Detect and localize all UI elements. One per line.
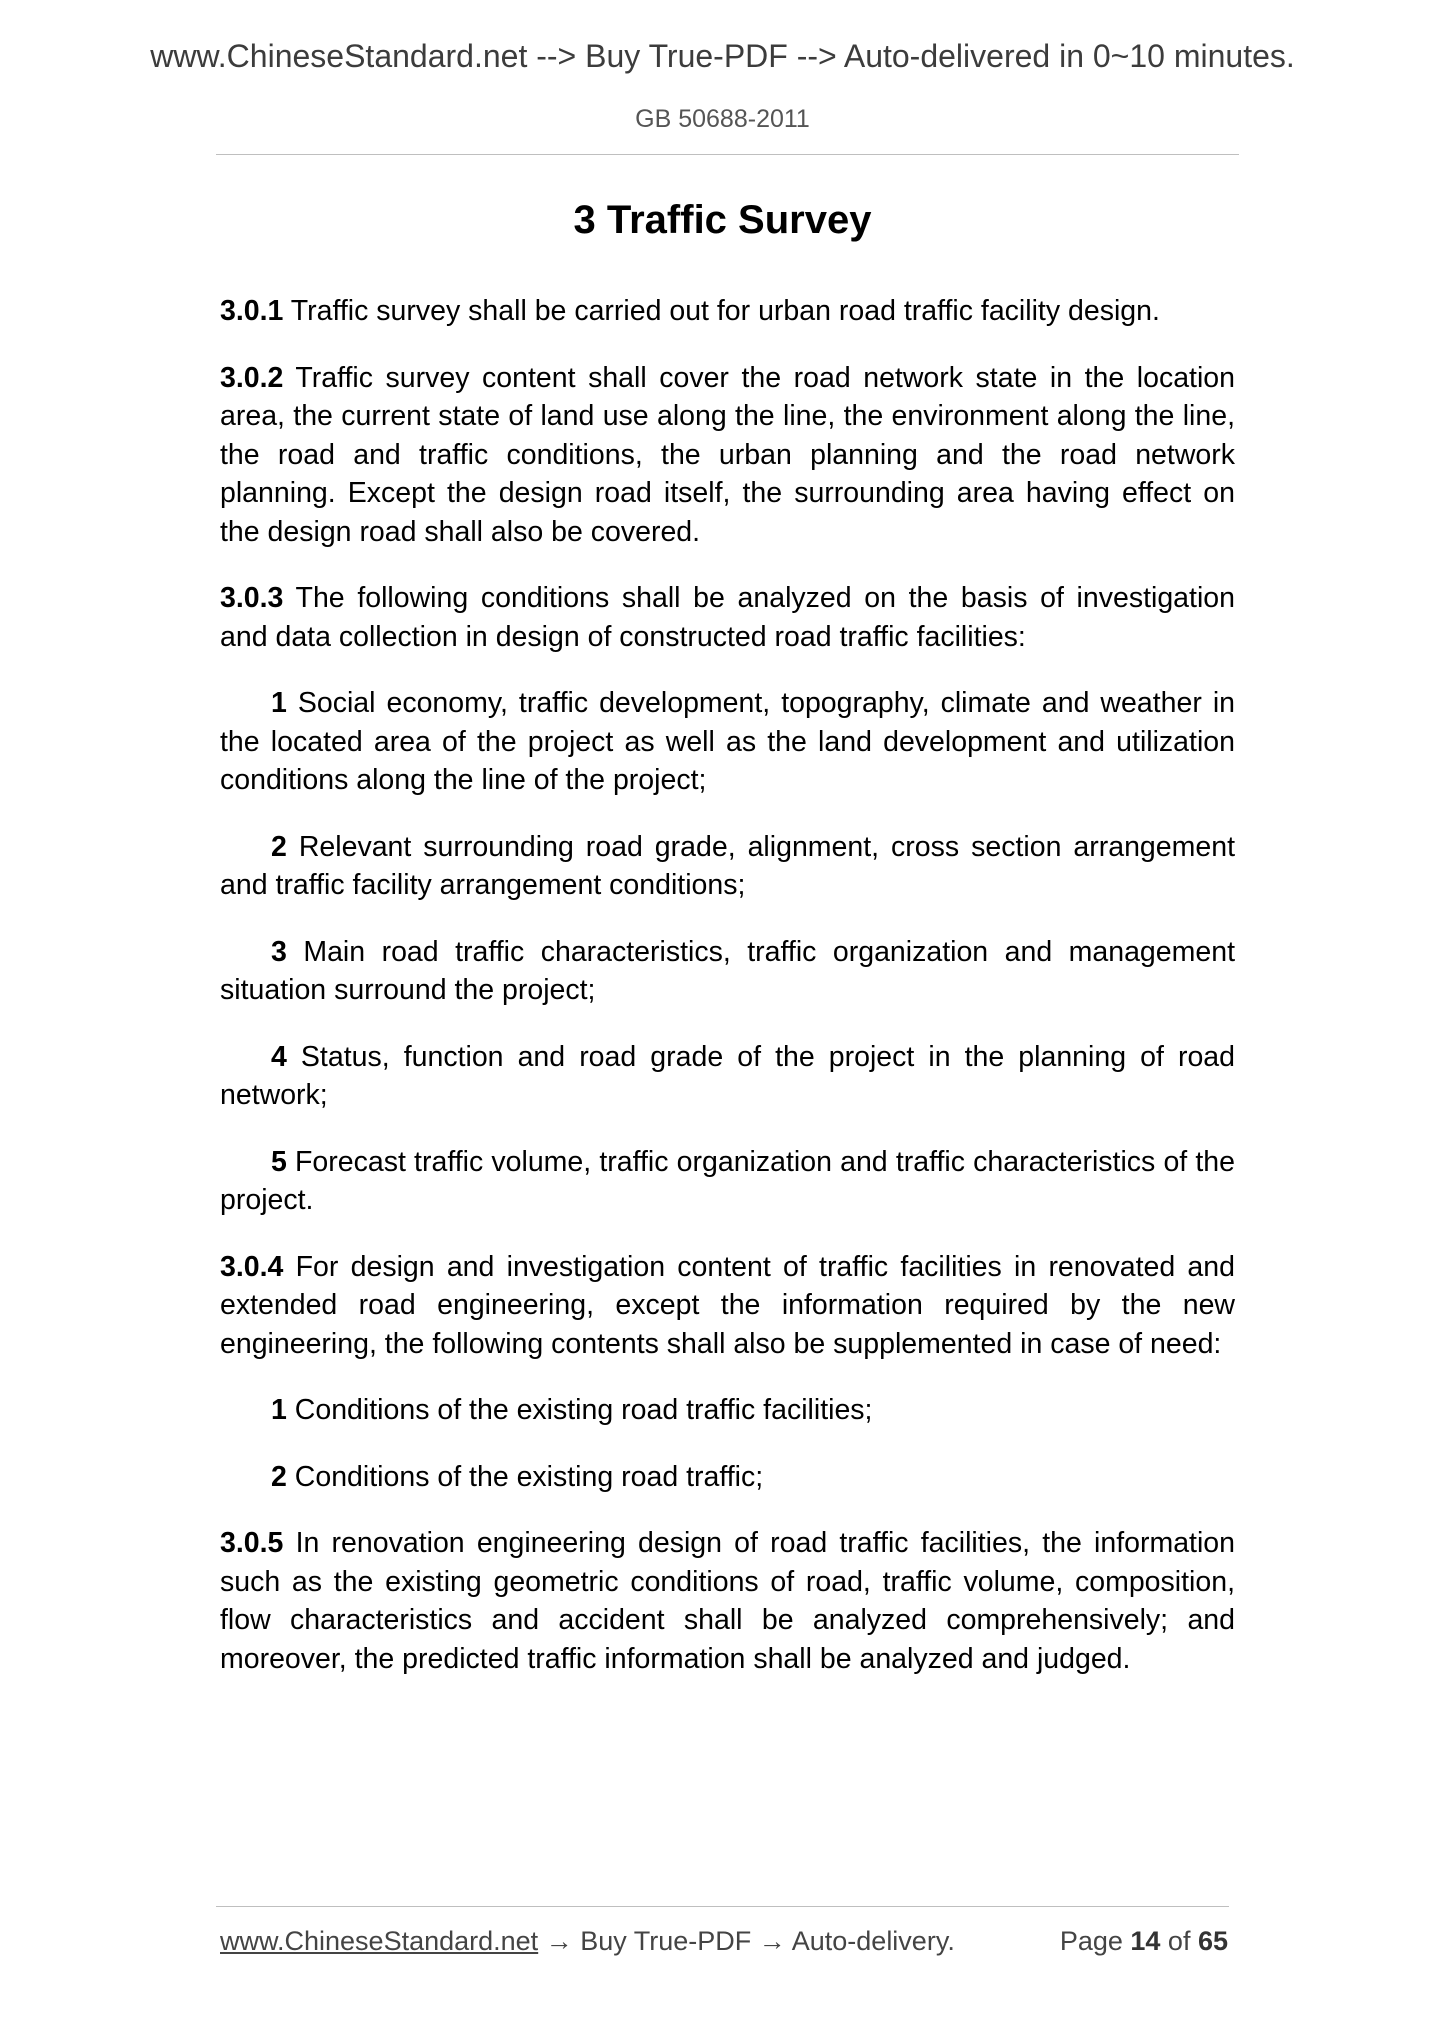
item-number: 5 bbox=[271, 1145, 287, 1178]
page-current: 14 bbox=[1130, 1926, 1161, 1956]
list-item bbox=[220, 1038, 1235, 1115]
clause-3-0-3 bbox=[220, 579, 1235, 656]
page-total: 65 bbox=[1197, 1926, 1228, 1956]
item-text: Status, function and road grade of the project in the planning of road network; bbox=[220, 1040, 1235, 1111]
clause-number: 3.0.5 bbox=[220, 1527, 284, 1559]
clause-3-0-2 bbox=[220, 359, 1235, 552]
clause-number: 3.0.4 bbox=[220, 1250, 284, 1283]
clause-number: 3.0.3 bbox=[220, 582, 284, 614]
list-item bbox=[220, 933, 1235, 1010]
site-link[interactable]: www.ChineseStandard.net bbox=[220, 1926, 539, 1956]
footer-link-group bbox=[220, 1926, 955, 1957]
item-number: 1 bbox=[271, 1394, 287, 1426]
list-item bbox=[220, 684, 1235, 800]
list-item bbox=[220, 1143, 1235, 1220]
item-text: Relevant surrounding road grade, alignment, cross section arrangement and traffic facility arrangement conditions; bbox=[220, 830, 1235, 901]
clause-number: 3.0.2 bbox=[220, 361, 284, 394]
page-label: Page bbox=[1059, 1926, 1131, 1956]
page-indicator bbox=[1060, 1926, 1228, 1957]
item-text: Conditions of the existing road traffic facilities; bbox=[286, 1394, 873, 1426]
item-number: 4 bbox=[271, 1040, 287, 1073]
list-item bbox=[220, 828, 1235, 905]
item-text: Main road traffic characteristics, traffic organization and management situation surround the project; bbox=[220, 935, 1235, 1006]
clause-text: In renovation engineering design of road traffic facilities, the information such as the existing geometric conditions of road, traffic volume, composition, flow characteristics and accident shall be analyzed comprehensively; and moreover, the predicted traffic information shall be analyzed and judged. bbox=[220, 1527, 1235, 1675]
item-text: Conditions of the existing road traffic; bbox=[286, 1460, 764, 1493]
chapter-title: 3 Traffic Survey bbox=[573, 198, 872, 242]
standard-code: GB 50688-2011 bbox=[635, 105, 810, 133]
item-number: 3 bbox=[271, 935, 287, 968]
clause-text: The following conditions shall be analyzed on the basis of investigation and data collection in design of constructed road traffic facilities: bbox=[220, 582, 1235, 653]
clause-text: For design and investigation content of traffic facilities in renovated and extended road engineering, except the information required by the new engineering, the following contents shall also be supplemented in case of need: bbox=[220, 1250, 1235, 1360]
item-text: Forecast traffic volume, traffic organization and traffic characteristics of the project. bbox=[220, 1145, 1235, 1216]
clause-text: Traffic survey content shall cover the road network state in the location area, the current state of land use along the line, the environment along the line, the road and traffic conditions, the urban planning and the road network planning. Except the design road itself, the surrounding area having effect on the design road shall also be covered. bbox=[220, 361, 1235, 548]
site-banner: www.ChineseStandard.net --> Buy True-PDF --> Auto-delivered in 0~10 minutes. bbox=[150, 38, 1295, 74]
page-of: of bbox=[1160, 1926, 1198, 1956]
clause-text: Traffic survey shall be carried out for urban road traffic facility design. bbox=[283, 295, 1160, 327]
item-text: Social economy, traffic development, topography, climate and weather in the located area of the project as well as the land development and utilization conditions along the line of the project; bbox=[220, 687, 1235, 796]
clause-3-0-1 bbox=[220, 292, 1235, 331]
item-number: 2 bbox=[271, 830, 287, 863]
clause-number: 3.0.1 bbox=[220, 295, 284, 327]
clause-3-0-4 bbox=[220, 1248, 1235, 1364]
item-number: 1 bbox=[271, 687, 287, 719]
document-body bbox=[220, 292, 1235, 1706]
footer-divider bbox=[216, 1906, 1229, 1907]
footer-tagline: → Buy True-PDF → Auto-delivery. bbox=[538, 1926, 955, 1956]
header-divider bbox=[216, 154, 1239, 155]
item-number: 2 bbox=[271, 1460, 287, 1493]
list-item bbox=[220, 1391, 1235, 1430]
list-item bbox=[220, 1458, 1235, 1497]
clause-3-0-5 bbox=[220, 1524, 1235, 1678]
